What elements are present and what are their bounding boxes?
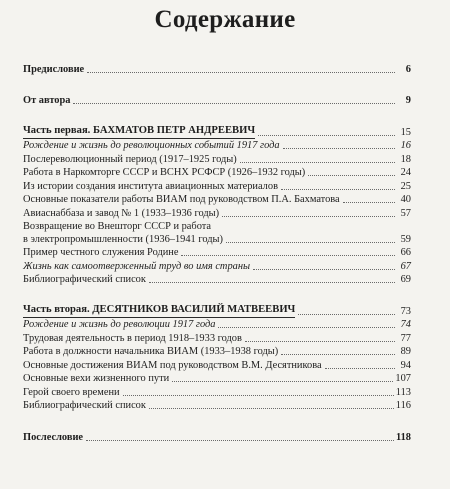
toc-entry-page: 6	[405, 63, 411, 75]
toc-entry-page: 16	[400, 140, 411, 151]
toc-entry-label: Библиографический список	[23, 274, 146, 285]
toc-part-two-heading	[23, 304, 411, 318]
toc-entry-page: 25	[400, 180, 411, 192]
toc-entry-page: 40	[400, 194, 411, 205]
toc-entry	[23, 318, 411, 332]
dot-leader	[308, 175, 395, 176]
dot-leader	[181, 255, 395, 256]
toc-entry-page: 66	[400, 247, 411, 258]
toc-entry-label: в электропромышленности (1936–1941 годы)	[23, 233, 223, 245]
dot-leader	[149, 408, 394, 409]
toc-entry-label: Библиографический список	[23, 400, 146, 411]
toc-entry	[23, 152, 411, 166]
toc-entry-label: Рождение и жизнь до революционных событий 1917 года	[23, 140, 280, 151]
toc-entry	[23, 385, 411, 399]
toc-entry-label: Послереволюционный период (1917–1925 годы)	[23, 153, 237, 165]
toc-entry-label: Послесловие	[23, 431, 84, 443]
toc-entry-label: Основные достижения ВИАМ под руководством В.М. Десятникова	[23, 359, 322, 371]
toc-entry-page: 24	[400, 167, 411, 178]
toc-entry	[23, 166, 411, 180]
table-of-contents	[23, 62, 411, 444]
toc-entry-label: Рождение и жизнь до революции 1917 года	[23, 319, 216, 330]
dot-leader	[226, 242, 395, 243]
dot-leader	[298, 314, 395, 315]
dot-leader	[281, 354, 395, 355]
dot-leader	[258, 135, 395, 136]
toc-entry-label: Часть первая. БАХМАТОВ ПЕТР АНДРЕЕВИЧ	[23, 124, 255, 139]
toc-entry	[23, 179, 411, 193]
dot-leader	[343, 202, 395, 203]
toc-entry	[23, 399, 411, 413]
toc-entry-label: Жизнь как самоотверженный труд во имя страны	[23, 260, 251, 272]
toc-entry-page: 73	[400, 305, 411, 317]
dot-leader	[325, 368, 395, 369]
toc-entry	[23, 232, 411, 246]
toc-entry-label: Из истории создания института авиационных материалов	[23, 180, 278, 192]
toc-entry	[23, 193, 411, 207]
toc-entry-page: 15	[400, 126, 411, 138]
toc-entry-label: Герой своего времени	[23, 386, 120, 398]
toc-entry-page: 113	[395, 386, 411, 398]
dot-leader	[283, 148, 395, 149]
toc-entry-label: Основные показатели работы ВИАМ под руководством П.А. Бахматова	[23, 194, 340, 205]
dot-leader	[123, 395, 394, 396]
toc-entry-author	[23, 94, 411, 108]
dot-leader	[240, 162, 395, 163]
dot-leader	[73, 103, 395, 104]
toc-entry-label: Работа в должности начальника ВИАМ (1933–1938 годы)	[23, 346, 279, 357]
toc-entry-page: 107	[395, 373, 411, 384]
dot-leader	[222, 216, 395, 217]
toc-entry	[23, 206, 411, 220]
toc-entry-page: 74	[400, 319, 411, 330]
toc-entry	[23, 345, 411, 359]
toc-part-one-heading	[23, 125, 411, 139]
toc-entry-page: 57	[400, 207, 411, 219]
toc-entry-page: 118	[395, 431, 411, 443]
toc-entry-page: 69	[400, 274, 411, 285]
toc-entry-label: От автора	[23, 95, 71, 106]
dot-leader	[253, 269, 395, 270]
toc-entry-label: Предисловие	[23, 63, 85, 75]
toc-entry-page: 116	[395, 400, 411, 411]
toc-entry-label: Трудовая деятельность в период 1918–1933 годов	[23, 332, 242, 344]
dot-leader	[172, 381, 393, 382]
dot-leader	[218, 327, 395, 328]
toc-entry-label: Основные вехи жизненного пути	[23, 373, 170, 384]
toc-entry-page: 67	[400, 260, 411, 272]
toc-entry	[23, 139, 411, 153]
toc-entry-label: Авиаснаббаза и завод № 1 (1933–1936 годы)	[23, 207, 220, 219]
toc-entry	[23, 246, 411, 260]
dot-leader	[281, 189, 395, 190]
toc-entry-foreword	[23, 62, 411, 76]
toc-entry-label: Работа в Наркомторге СССР и ВСНХ РСФСР (1926–1932 годы)	[23, 167, 306, 178]
dot-leader	[86, 440, 394, 441]
dot-leader	[87, 72, 395, 73]
toc-entry	[23, 358, 411, 372]
toc-entry	[23, 372, 411, 386]
toc-entry	[23, 259, 411, 273]
page-title: Содержание	[154, 6, 296, 33]
toc-entry-label-line: Возвращение во Внешторг СССР и работа	[23, 220, 212, 232]
toc-entry-page: 9	[405, 95, 411, 106]
toc-entry-page: 59	[400, 233, 411, 245]
toc-entry-label: Часть вторая. ДЕСЯТНИКОВ ВАСИЛИЙ МАТВЕЕВИЧ	[23, 303, 295, 318]
toc-entry	[23, 331, 411, 345]
dot-leader	[149, 282, 395, 283]
toc-entry-page: 18	[400, 153, 411, 165]
dot-leader	[245, 341, 395, 342]
toc-entry-page: 94	[400, 359, 411, 371]
toc-entry-label: Пример честного служения Родине	[23, 247, 179, 258]
toc-entry	[23, 273, 411, 287]
toc-entry-page: 89	[400, 346, 411, 357]
toc-entry-page: 77	[400, 332, 411, 344]
toc-entry-afterword	[23, 430, 411, 444]
